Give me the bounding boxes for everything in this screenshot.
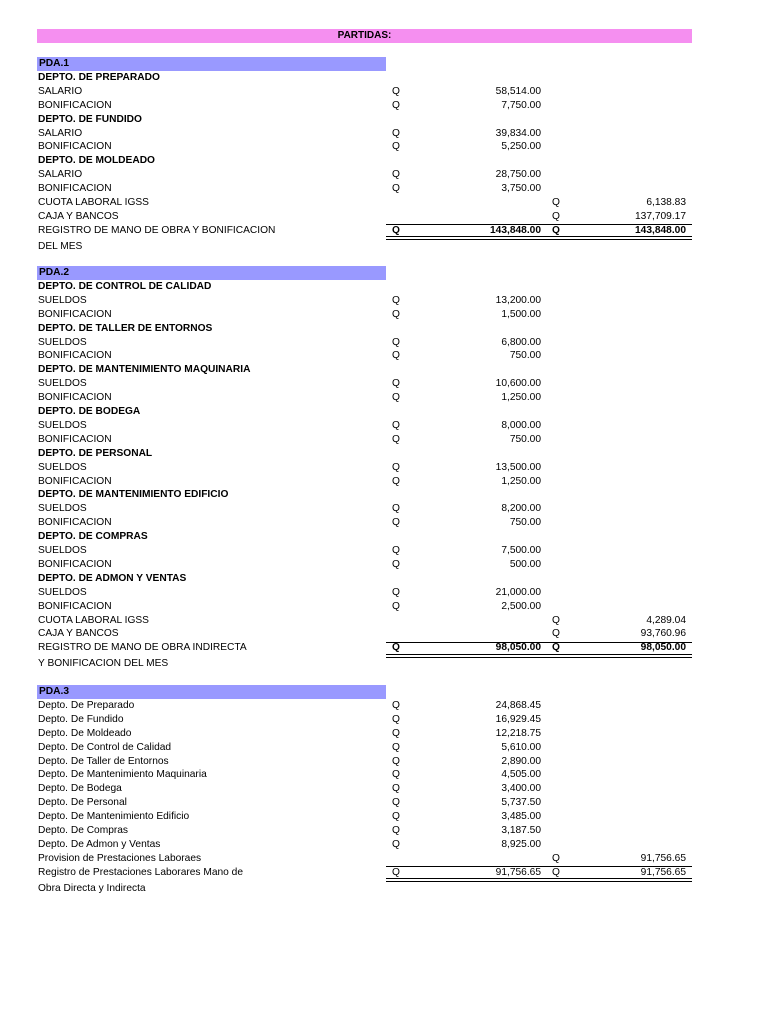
account-label: BONIFICACION	[38, 475, 112, 487]
account-label: DEPTO. DE CONTROL DE CALIDAD	[38, 280, 212, 292]
department-heading-row	[0, 488, 768, 502]
account-label: BONIFICACION	[38, 99, 112, 111]
debit-currency-symbol: Q	[392, 600, 400, 612]
journal-line-row	[0, 727, 768, 741]
credit-currency-symbol: Q	[552, 197, 560, 208]
account-label: BONIFICACION	[38, 392, 112, 404]
account-label: Depto. De Moldeado	[38, 727, 132, 739]
journal-line-row	[0, 391, 768, 405]
debit-amount: 2,500.00	[501, 600, 541, 612]
account-label: DEPTO. DE MOLDEADO	[38, 155, 155, 167]
debit-currency-symbol: Q	[392, 727, 400, 739]
account-label: SUELDOS	[38, 503, 87, 515]
debit-amount: 750.00	[509, 350, 541, 362]
debit-currency-symbol: Q	[392, 141, 400, 153]
credit-amount: 6,138.83	[646, 197, 686, 208]
debit-currency-symbol: Q	[392, 866, 400, 878]
account-label: CAJA Y BANCOS	[38, 210, 119, 222]
journal-line-row	[0, 475, 768, 489]
journal-line-row	[0, 127, 768, 141]
account-label: CAJA Y BANCOS	[38, 628, 119, 640]
journal-line-row	[0, 586, 768, 600]
account-label: SUELDOS	[38, 336, 87, 348]
partida-label: PDA.1	[37, 57, 386, 71]
debit-currency-symbol: Q	[392, 811, 400, 823]
debit-currency-symbol: Q	[392, 378, 400, 390]
credit-amount: 137,709.17	[635, 210, 686, 222]
debit-currency-symbol: Q	[392, 558, 400, 570]
journal-line-row	[0, 502, 768, 516]
account-label: DEPTO. DE COMPRAS	[38, 531, 148, 543]
debit-amount: 7,750.00	[501, 99, 541, 111]
department-heading-row	[0, 530, 768, 544]
account-label: SALARIO	[38, 127, 83, 139]
journal-line-row	[0, 852, 768, 866]
total-credit-amount: 98,050.00	[640, 642, 686, 654]
account-label: Depto. De Fundido	[38, 713, 124, 725]
account-label: SUELDOS	[38, 461, 87, 473]
journal-line-row	[0, 810, 768, 824]
journal-line-row	[0, 558, 768, 572]
debit-amount: 750.00	[509, 517, 541, 529]
journal-line-row	[0, 824, 768, 838]
journal-line-row	[0, 516, 768, 530]
total-debit-amount: 98,050.00	[495, 642, 541, 654]
credit-amount: 4,289.04	[646, 614, 686, 626]
account-label: SUELDOS	[38, 419, 87, 431]
debit-currency-symbol: Q	[392, 183, 400, 195]
partidas-title-banner	[37, 29, 692, 43]
debit-amount: 13,500.00	[495, 461, 541, 473]
account-label: Depto. De Taller de Entornos	[38, 755, 169, 767]
account-label: DEPTO. DE PERSONAL	[38, 447, 153, 459]
total-description: REGISTRO DE MANO DE OBRA Y BONIFICACION	[38, 224, 276, 236]
account-label: SUELDOS	[38, 586, 87, 598]
journal-line-row	[0, 308, 768, 322]
total-description-continuation-row	[0, 882, 768, 896]
debit-currency-symbol: Q	[392, 99, 400, 111]
debit-amount: 8,925.00	[501, 838, 541, 850]
journal-line-row	[0, 294, 768, 308]
journal-line-row	[0, 627, 768, 641]
journal-line-row	[0, 168, 768, 182]
total-description: Registro de Prestaciones Laborares Mano de	[38, 866, 243, 878]
debit-amount: 2,890.00	[501, 755, 541, 767]
credit-currency-symbol: Q	[552, 642, 560, 654]
account-label: Depto. De Admon y Ventas	[38, 838, 161, 850]
account-label: BONIFICACION	[38, 600, 112, 612]
department-heading-row	[0, 572, 768, 586]
debit-currency-symbol: Q	[392, 825, 400, 836]
debit-amount: 28,750.00	[495, 169, 541, 181]
account-label: BONIFICACION	[38, 558, 112, 570]
debit-amount: 1,250.00	[501, 475, 541, 487]
credit-amount: 91,756.65	[640, 852, 686, 864]
debit-currency-symbol: Q	[392, 545, 400, 556]
debit-currency-symbol: Q	[392, 503, 400, 515]
account-label: DEPTO. DE FUNDIDO	[38, 113, 142, 125]
account-label: BONIFICACION	[38, 433, 112, 445]
debit-currency-symbol: Q	[392, 350, 400, 362]
journal-line-row	[0, 713, 768, 727]
debit-amount: 58,514.00	[495, 85, 541, 97]
partida-header-row	[0, 685, 768, 699]
debit-amount: 8,000.00	[501, 419, 541, 431]
partida-header-row	[0, 266, 768, 280]
department-heading-row	[0, 280, 768, 294]
debit-amount: 5,610.00	[501, 741, 541, 753]
account-label: CUOTA LABORAL IGSS	[38, 197, 149, 208]
debit-currency-symbol: Q	[392, 224, 400, 236]
account-label: DEPTO. DE TALLER DE ENTORNOS	[38, 322, 213, 334]
account-label: CUOTA LABORAL IGSS	[38, 614, 149, 626]
account-label: DEPTO. DE BODEGA	[38, 406, 141, 417]
total-description-continued: Y BONIFICACION DEL MES	[38, 658, 169, 670]
department-heading-row	[0, 71, 768, 85]
debit-currency-symbol: Q	[392, 392, 400, 404]
journal-line-row	[0, 461, 768, 475]
credit-currency-symbol: Q	[552, 866, 560, 878]
journal-line-row	[0, 838, 768, 852]
department-heading-row	[0, 322, 768, 336]
partida-header-row	[0, 57, 768, 71]
journal-line-row	[0, 349, 768, 363]
journal-line-row	[0, 196, 768, 210]
credit-currency-symbol: Q	[552, 852, 560, 864]
debit-amount: 750.00	[509, 433, 541, 445]
account-label: BONIFICACION	[38, 308, 112, 320]
debit-amount: 16,929.45	[495, 713, 541, 725]
debit-currency-symbol: Q	[392, 755, 400, 767]
department-heading-row	[0, 154, 768, 168]
journal-line-row	[0, 99, 768, 113]
department-heading-row	[0, 113, 768, 127]
debit-amount: 500.00	[509, 558, 541, 570]
account-label: Depto. De Compras	[38, 825, 129, 836]
debit-amount: 13,200.00	[495, 294, 541, 306]
account-label: DEPTO. DE PREPARADO	[38, 71, 160, 83]
journal-line-row	[0, 755, 768, 769]
partida-label: PDA.2	[37, 266, 386, 280]
journal-line-row	[0, 782, 768, 796]
account-label: SALARIO	[38, 85, 83, 97]
account-label: BONIFICACION	[38, 517, 112, 529]
account-label: Depto. De Personal	[38, 797, 127, 809]
debit-currency-symbol: Q	[392, 797, 400, 809]
credit-currency-symbol: Q	[552, 614, 560, 626]
debit-currency-symbol: Q	[392, 769, 400, 781]
debit-currency-symbol: Q	[392, 713, 400, 725]
total-description-continued: Obra Directa y Indirecta	[38, 882, 146, 894]
journal-line-row	[0, 699, 768, 713]
debit-amount: 3,400.00	[501, 783, 541, 795]
account-label: Depto. De Mantenimiento Edificio	[38, 811, 190, 823]
debit-amount: 7,500.00	[501, 545, 541, 556]
debit-currency-symbol: Q	[392, 433, 400, 445]
account-label: DEPTO. DE MANTENIMIENTO EDIFICIO	[38, 489, 229, 501]
account-label: DEPTO. DE ADMON Y VENTAS	[38, 572, 187, 584]
total-description-continuation-row	[0, 657, 768, 671]
total-description: REGISTRO DE MANO DE OBRA INDIRECTA	[38, 642, 247, 654]
debit-currency-symbol: Q	[392, 838, 400, 850]
journal-line-row	[0, 433, 768, 447]
debit-currency-symbol: Q	[392, 699, 400, 711]
account-label: BONIFICACION	[38, 183, 112, 195]
debit-currency-symbol: Q	[392, 461, 400, 473]
debit-amount: 6,800.00	[501, 336, 541, 348]
journal-line-row	[0, 140, 768, 154]
debit-currency-symbol: Q	[392, 517, 400, 529]
debit-currency-symbol: Q	[392, 783, 400, 795]
debit-currency-symbol: Q	[392, 475, 400, 487]
debit-currency-symbol: Q	[392, 294, 400, 306]
journal-line-row	[0, 182, 768, 196]
debit-amount: 5,737.50	[501, 797, 541, 809]
journal-line-row	[0, 377, 768, 391]
department-heading-row	[0, 405, 768, 419]
debit-currency-symbol: Q	[392, 586, 400, 598]
debit-amount: 1,250.00	[501, 392, 541, 404]
account-label: Provision de Prestaciones Laboraes	[38, 852, 202, 864]
journal-line-row	[0, 85, 768, 99]
debit-currency-symbol: Q	[392, 85, 400, 97]
account-label: SUELDOS	[38, 378, 87, 390]
total-description-continuation-row	[0, 240, 768, 254]
account-label: Depto. De Bodega	[38, 783, 122, 795]
account-label: Depto. De Mantenimiento Maquinaria	[38, 769, 207, 781]
account-label: DEPTO. DE MANTENIMIENTO MAQUINARIA	[38, 364, 251, 376]
journal-line-row	[0, 768, 768, 782]
department-heading-row	[0, 363, 768, 377]
account-label: Depto. De Preparado	[38, 699, 135, 711]
debit-amount: 24,868.45	[495, 699, 541, 711]
credit-currency-symbol: Q	[552, 224, 560, 236]
debit-currency-symbol: Q	[392, 336, 400, 348]
partida-label: PDA.3	[37, 685, 386, 699]
debit-currency-symbol: Q	[392, 169, 400, 181]
account-label: BONIFICACION	[38, 350, 112, 362]
journal-line-row	[0, 614, 768, 628]
debit-amount: 10,600.00	[495, 378, 541, 390]
debit-currency-symbol: Q	[392, 642, 400, 654]
debit-currency-symbol: Q	[392, 741, 400, 753]
debit-amount: 3,750.00	[501, 183, 541, 195]
debit-currency-symbol: Q	[392, 308, 400, 320]
journal-line-row	[0, 544, 768, 558]
department-heading-row	[0, 447, 768, 461]
debit-amount: 5,250.00	[501, 141, 541, 153]
debit-currency-symbol: Q	[392, 419, 400, 431]
credit-amount: 93,760.96	[640, 628, 686, 640]
debit-amount: 12,218.75	[495, 727, 541, 739]
debit-amount: 8,200.00	[501, 503, 541, 515]
account-label: SUELDOS	[38, 545, 87, 556]
account-label: BONIFICACION	[38, 141, 112, 153]
journal-line-row	[0, 600, 768, 614]
total-credit-amount: 91,756.65	[640, 866, 686, 878]
debit-amount: 1,500.00	[501, 308, 541, 320]
account-label: SALARIO	[38, 169, 83, 181]
total-debit-amount: 143,848.00	[490, 224, 541, 236]
total-debit-amount: 91,756.65	[495, 866, 541, 878]
total-credit-amount: 143,848.00	[635, 224, 686, 236]
debit-amount: 3,187.50	[501, 825, 541, 836]
journal-line-row	[0, 419, 768, 433]
credit-currency-symbol: Q	[552, 628, 560, 640]
debit-amount: 21,000.00	[495, 586, 541, 598]
journal-line-row	[0, 741, 768, 755]
debit-amount: 3,485.00	[501, 811, 541, 823]
debit-currency-symbol: Q	[392, 127, 400, 139]
journal-line-row	[0, 336, 768, 350]
page-title: PARTIDAS:	[337, 30, 392, 41]
journal-line-row	[0, 796, 768, 810]
journal-line-row	[0, 210, 768, 224]
account-label: SUELDOS	[38, 294, 87, 306]
debit-amount: 4,505.00	[501, 769, 541, 781]
account-label: Depto. De Control de Calidad	[38, 741, 172, 753]
credit-currency-symbol: Q	[552, 210, 560, 222]
total-description-continued: DEL MES	[38, 240, 83, 252]
debit-amount: 39,834.00	[495, 127, 541, 139]
